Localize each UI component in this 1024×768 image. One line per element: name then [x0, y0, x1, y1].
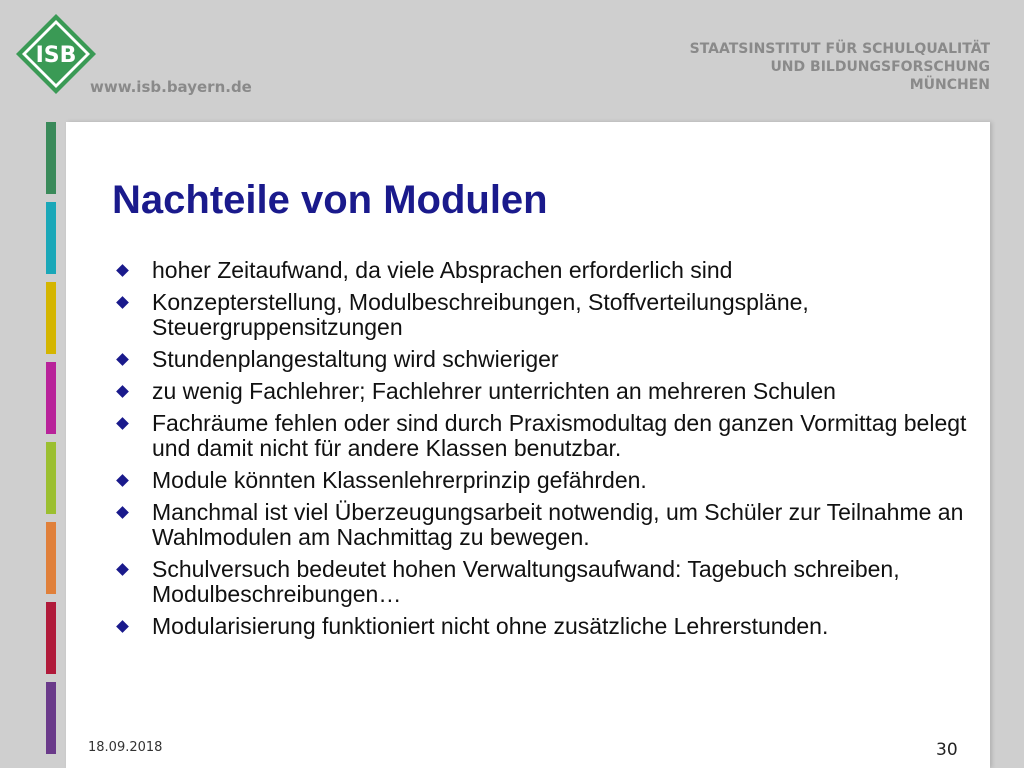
diamond-bullet-icon [116, 296, 129, 309]
diamond-bullet-icon [116, 563, 129, 576]
bullet-item [116, 500, 986, 550]
bullet-item [116, 614, 986, 639]
diamond-bullet-icon [116, 353, 129, 366]
color-bar [46, 282, 56, 354]
slide-panel [66, 122, 990, 768]
bullet-text: Konzepterstellung, Modulbeschreibungen, Stoffverteilungspläne, Steuergruppensitzungen [152, 289, 809, 340]
institute-line: MÜNCHEN [909, 77, 990, 93]
bullet-text: Module könnten Klassenlehrerprinzip gefährden. [152, 467, 647, 493]
diamond-bullet-icon [116, 620, 129, 633]
bullet-item [116, 468, 986, 493]
institute-line: UND BILDUNGSFORSCHUNG [770, 59, 990, 75]
bullet-text: hoher Zeitaufwand, da viele Absprachen erforderlich sind [152, 257, 733, 283]
website-url: www.isb.bayern.de [90, 78, 252, 96]
diamond-bullet-icon [116, 417, 129, 430]
bullet-list [116, 258, 986, 646]
diamond-bullet-icon [116, 264, 129, 277]
bullet-text: zu wenig Fachlehrer; Fachlehrer unterrichten an mehreren Schulen [152, 378, 836, 404]
bullet-item [116, 290, 986, 340]
institute-name [690, 40, 990, 94]
bullet-text: Fachräume fehlen oder sind durch Praxismodultag den ganzen Vormittag belegt und damit nicht für andere Klassen benutzbar. [152, 410, 967, 461]
bullet-text: Schulversuch bedeutet hohen Verwaltungsaufwand: Tagebuch schreiben, Modulbeschreibungen… [152, 556, 900, 607]
slide-date: 18.09.2018 [88, 740, 163, 755]
bullet-item [116, 557, 986, 607]
bullet-text: Modularisierung funktioniert nicht ohne zusätzliche Lehrerstunden. [152, 613, 829, 639]
logo-text: ISB [35, 43, 77, 68]
page-number: 30 [936, 740, 958, 760]
bullet-text: Stundenplangestaltung wird schwieriger [152, 346, 559, 372]
diamond-bullet-icon [116, 474, 129, 487]
color-bar [46, 602, 56, 674]
slide-title: Nachteile von Modulen [112, 178, 548, 222]
color-bar [46, 122, 56, 194]
color-bar-strip [46, 122, 56, 762]
diamond-bullet-icon [116, 385, 129, 398]
color-bar [46, 202, 56, 274]
bullet-text: Manchmal ist viel Überzeugungsarbeit notwendig, um Schüler zur Teilnahme an Wahlmodulen am Nachmittag zu bewegen. [152, 499, 964, 550]
color-bar [46, 442, 56, 514]
bullet-item [116, 379, 986, 404]
bullet-item [116, 347, 986, 372]
bullet-item [116, 411, 986, 461]
isb-logo [14, 12, 98, 96]
color-bar [46, 682, 56, 754]
bullet-item [116, 258, 986, 283]
color-bar [46, 522, 56, 594]
institute-line: STAATSINSTITUT FÜR SCHULQUALITÄT [689, 41, 990, 57]
diamond-bullet-icon [116, 506, 129, 519]
color-bar [46, 362, 56, 434]
